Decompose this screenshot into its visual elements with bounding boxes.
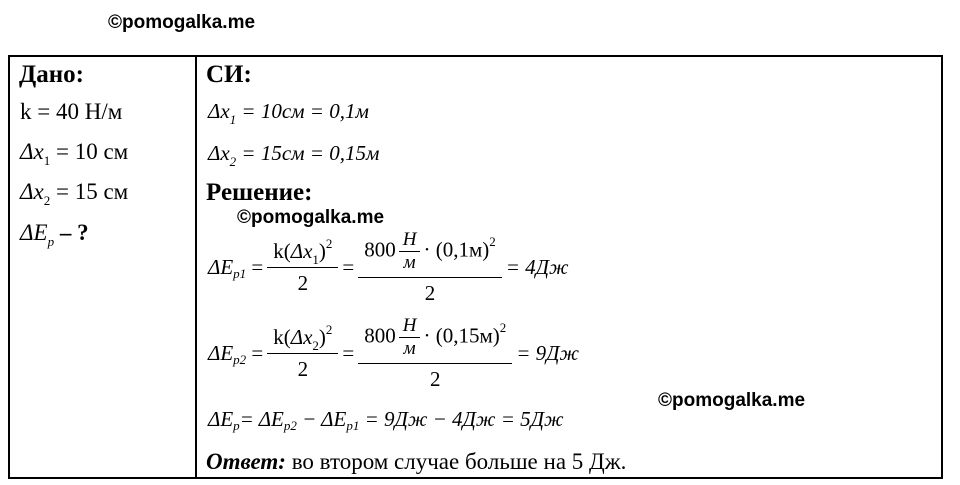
watermark-top: ©pomogalka.me [108, 12, 256, 33]
si-dx1: $\Delta x_1 = 10см = 0,1м$ [208, 99, 369, 127]
si-title: СИ: [206, 61, 252, 88]
solution-table [8, 55, 943, 479]
si-dx2: $\Delta x_2 = 15см = 0,15м$ [208, 141, 380, 169]
solution-title: Решение: [206, 179, 313, 206]
answer: Ответ: во втором случае больше на 5 Дж. [206, 449, 627, 474]
column-divider [195, 57, 197, 477]
given-dx1: $\Delta x_1 = 10$ см [20, 139, 129, 168]
equation-ep2: ΔE p2 = $\frac{k(\Delta x_2)^2}{2}$ = 800 $\frac{Н}{м}$ · $(0,15м)^2$ 2 = 9Дж [208, 315, 580, 391]
equation-total: ΔE p = ΔE p2 − ΔE p1 = 9Дж − 4Дж = 5Дж [208, 407, 564, 433]
given-dx2: $\Delta x_2 = 15$ см [20, 179, 129, 208]
watermark-right: ©pomogalka.me [658, 390, 806, 411]
watermark-mid: ©pomogalka.me [237, 207, 385, 228]
equation-ep1: ΔE p1 = $\frac{k(\Delta x_1)^2}{2}$ = 800 $\frac{Н}{м}$ · $(0,1м)^2$ 2 = 4Дж [208, 229, 569, 305]
given-title: Дано: [19, 61, 84, 88]
given-find: $\Delta E_p$ – ? [20, 220, 89, 249]
given-k: k = 40 Н/м [20, 99, 123, 124]
